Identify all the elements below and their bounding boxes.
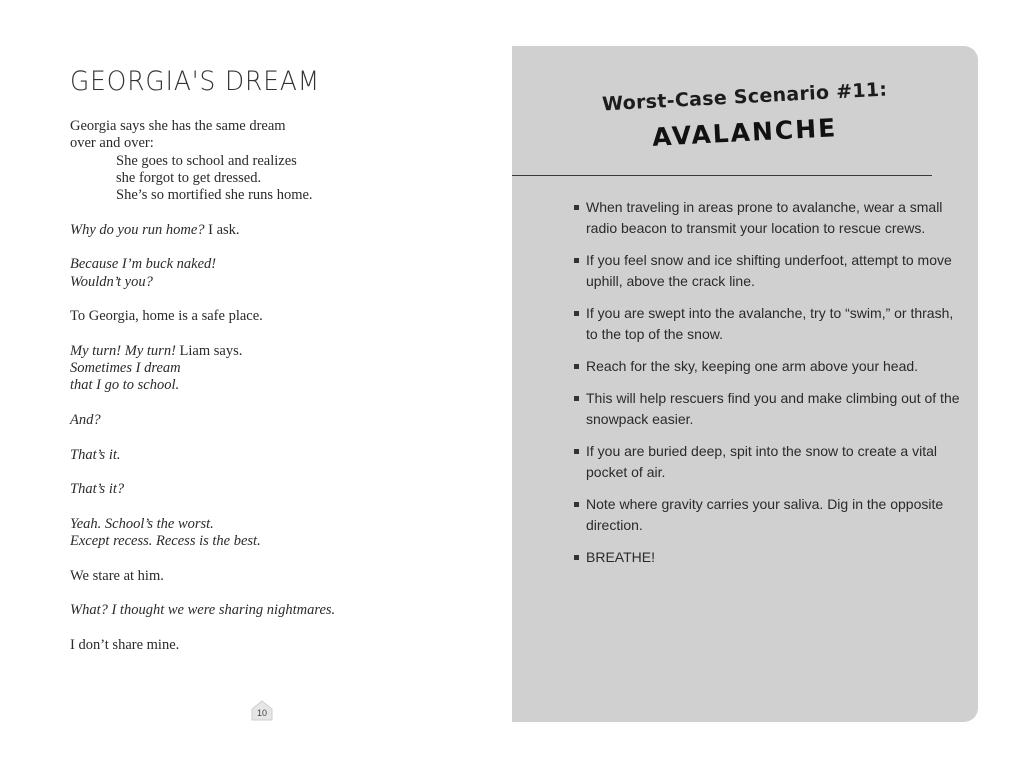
- story-line: she forgot to get dressed.: [116, 169, 262, 186]
- story-paragraph: [70, 447, 490, 464]
- tip-text: If you feel snow and ice shifting underfoot, attempt to move uphill, above the crack line.: [586, 252, 952, 289]
- bullet-icon: [574, 502, 579, 507]
- divider: [512, 175, 932, 176]
- tip-text: If you are buried deep, spit into the snow to create a vital pocket of air.: [586, 443, 937, 480]
- story-paragraph: [70, 256, 490, 291]
- scenario-heading: AVALANCHE: [651, 113, 839, 152]
- dialogue-italic: My turn! My turn!: [70, 342, 176, 359]
- story-paragraph: [70, 343, 490, 395]
- story-paragraph: To Georgia, home is a safe place.: [70, 308, 263, 325]
- list-item: [574, 547, 966, 568]
- bullet-icon: [574, 364, 579, 369]
- sidebar-panel: [512, 46, 978, 722]
- story-paragraph: [70, 516, 490, 551]
- story-paragraph: I don’t share mine.: [70, 636, 180, 653]
- story-text: [70, 118, 490, 672]
- dialogue-italic: Wouldn’t you?: [70, 273, 153, 290]
- dialogue-italic: Yeah. School’s the worst.: [70, 515, 214, 532]
- tips-list: [574, 197, 966, 579]
- list-item: [574, 388, 966, 430]
- story-paragraph: [70, 222, 490, 239]
- bullet-icon: [574, 205, 579, 210]
- story-paragraph: [70, 602, 490, 619]
- story-paragraph: [70, 118, 490, 204]
- bullet-icon: [574, 396, 579, 401]
- story-line: She’s so mortified she runs home.: [116, 187, 313, 204]
- dialogue-italic: That’s it?: [70, 481, 125, 498]
- page-number: [250, 699, 274, 721]
- dialogue-italic: Sometimes I dream: [70, 360, 181, 377]
- tip-text: Reach for the sky, keeping one arm above your head.: [586, 358, 919, 374]
- scenario-header: [512, 78, 978, 116]
- dialogue-italic: Except recess. Recess is the best.: [70, 533, 261, 550]
- story-paragraph: We stare at him.: [70, 567, 164, 584]
- dialogue-italic: What? I thought we were sharing nightmares.: [70, 602, 336, 619]
- bullet-icon: [574, 258, 579, 263]
- dialogue-italic: Why do you run home?: [70, 221, 205, 238]
- story-line: over and over:: [70, 135, 154, 152]
- dialogue-italic: And?: [70, 412, 101, 429]
- bullet-icon: [574, 449, 579, 454]
- list-item: [574, 441, 966, 483]
- scenario-heading-wrap: [512, 113, 978, 152]
- bullet-icon: [574, 555, 579, 560]
- scenario-subtitle: Worst-Case Scenario #11:: [601, 78, 889, 116]
- dialogue-italic: That’s it.: [70, 446, 121, 463]
- narration: I ask.: [204, 221, 240, 238]
- story-paragraph: [70, 481, 490, 498]
- story-paragraph: [70, 412, 490, 429]
- tip-text: This will help rescuers find you and make climbing out of the snowpack easier.: [586, 390, 960, 427]
- story-line: Georgia says she has the same dream: [70, 118, 286, 134]
- tip-text: When traveling in areas prone to avalanche, wear a small radio beacon to transmit your location to rescue crews.: [586, 199, 943, 236]
- tip-text: Note where gravity carries your saliva. Dig in the opposite direction.: [586, 496, 944, 533]
- narration: Liam says.: [175, 342, 243, 359]
- story-line: She goes to school and realizes: [116, 152, 297, 169]
- list-item: [574, 197, 966, 239]
- tip-text: If you are swept into the avalanche, try to “swim,” or thrash, to the top of the snow.: [586, 305, 954, 342]
- tip-text: BREATHE!: [586, 549, 655, 565]
- bullet-icon: [574, 311, 579, 316]
- chapter-title: GEORGIA'S DREAM: [70, 66, 321, 97]
- list-item: [574, 494, 966, 536]
- list-item: [574, 303, 966, 345]
- dialogue-italic: Because I’m buck naked!: [70, 256, 217, 273]
- page-number-label: 10: [256, 708, 267, 718]
- dialogue-italic: that I go to school.: [70, 377, 180, 394]
- list-item: [574, 250, 966, 292]
- list-item: [574, 356, 966, 377]
